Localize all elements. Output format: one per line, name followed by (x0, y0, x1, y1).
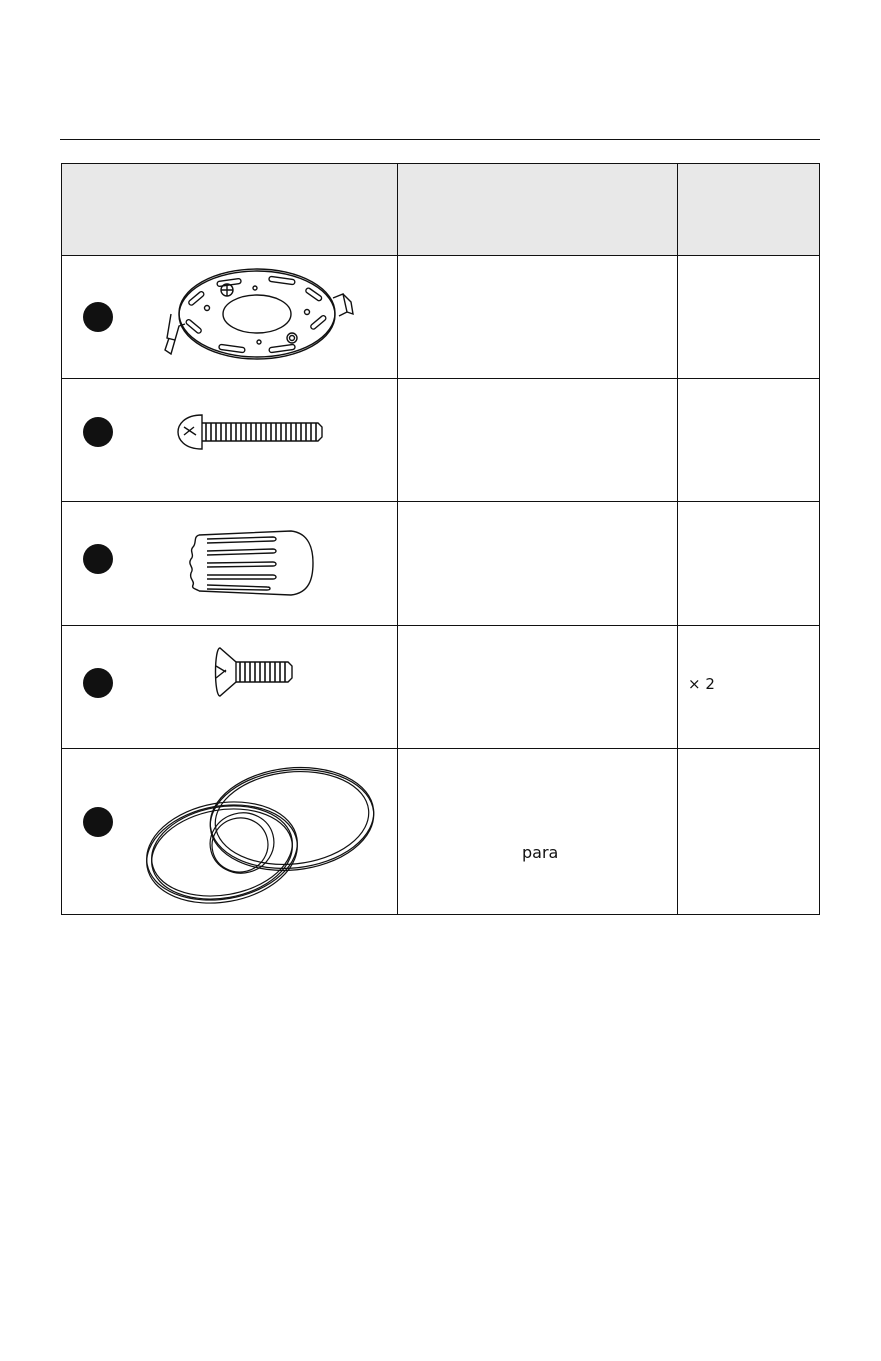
table-header-row (62, 164, 819, 256)
part-quantity: × 2 (688, 675, 715, 693)
countersunk-screw-icon (212, 644, 302, 700)
part-marker (83, 668, 113, 698)
part-marker (83, 417, 113, 447)
part-description: para (522, 843, 559, 862)
table-row (62, 256, 819, 379)
part-marker (83, 302, 113, 332)
table-row (62, 502, 819, 626)
part-marker (83, 807, 113, 837)
column-divider (677, 164, 678, 914)
wire-nut-icon (187, 527, 317, 602)
table-row (62, 749, 819, 916)
column-divider (397, 164, 398, 914)
top-rule (60, 139, 820, 140)
long-screw-icon (174, 407, 334, 457)
table-row (62, 626, 819, 749)
parts-table (61, 163, 820, 915)
ring-light-fixture-icon (142, 763, 382, 909)
table-row (62, 379, 819, 502)
part-marker (83, 544, 113, 574)
mounting-plate-icon (157, 268, 357, 368)
